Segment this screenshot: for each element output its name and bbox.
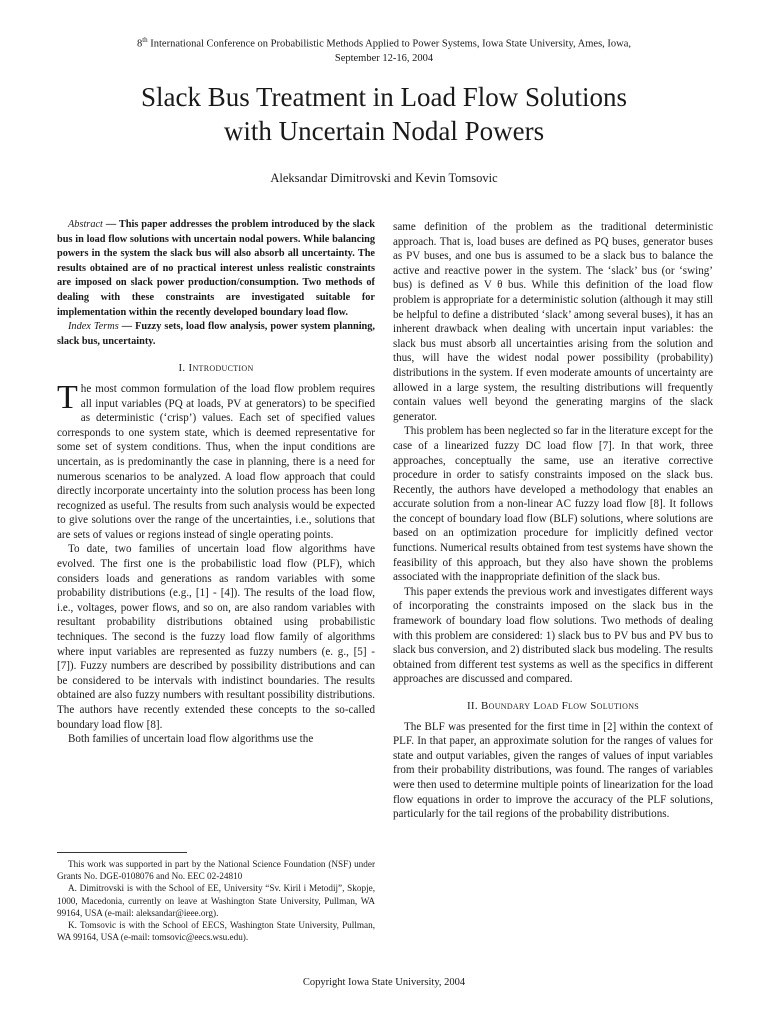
intro-paragraph-2: To date, two families of uncertain load flow algorithms have evolved. The first one is the probabilistic load flow (PLF), which considers loads and generations as random variables with some probability distributions (e.g., [1] - [4]). The results of the load flow, i.e., voltages, power flows, and so on, are also random variables with resultant probability distributions obtained using probabilistic techniques. The second is the fuzzy load flow family of algorithms where input variables are represented as fuzzy numbers (e. g., [5] - [7]). Fuzzy numbers are described by possibility distributions and can be considered to be intervals with indistinct boundaries. The results obtained are also fuzzy numbers with resultant possibility distributions. The authors have recently extended these concepts to the so-called boundary load flow [8]. (57, 543, 375, 731)
conference-name: International Conference on Probabilistic Methods Applied to Power Systems, Iowa State University, Ames, Iowa, (147, 38, 632, 50)
right-paragraph-2: This problem has been neglected so far in the literature except for the case of a linearized fuzzy DC load flow [7]. In that work, three approaches, conceptually the same, use an iterative corrective procedure in order to satisfy constraints imposed on the slack bus. Recently, the authors have developed a methodology that enables an accurate solution from a non-linear AC fuzzy load flow [8]. It follows the concept of boundary load flow (BLF) solutions, where solutions are based on an optimization procedure for implicitly defined vector functions. Numerical results obtained from test systems have shown the feasibility of this approach, but they also have shown the problems associated with the inappropriate definition of the slack bus. (393, 425, 713, 584)
paper-title (60, 80, 708, 148)
footnote-author-1: A. Dimitrovski is with the School of EE, University “Sv. Kiril i Metodij”, Skopje, 1000, Macedonia, currently on leave at Washington State University, Pullman, WA 99164, USA (e-mail: aleksandar@ieee.org). (57, 883, 375, 918)
section-heading-introduction: I. Introduction (178, 362, 254, 375)
conference-dates: September 12-16, 2004 (334, 52, 434, 64)
index-terms (57, 320, 375, 349)
left-column (57, 218, 375, 747)
footnote-author-2: K. Tomsovic is with the School of EECS, Washington State University, Pullman, WA 99164, USA (e-mail: tomsovic@eecs.wsu.edu). (57, 920, 375, 943)
section-heading-blf: II. Boundary Load Flow Solutions (466, 700, 640, 712)
title-line-1: Slack Bus Treatment in Load Flow Solutions (140, 82, 628, 112)
index-terms-lead: Index Terms (68, 321, 119, 333)
right-paragraph-1: same definition of the problem as the traditional deterministic approach. That is, load buses are defined as PQ buses, generator buses as PV buses, and one bus is assumed to be a slack bus to balance the active and reactive power in the system. The ‘slack’ bus (or ‘swing’ bus) is defined as V θ bus. While this definition of the load flow problem is appropriate for a deterministic solution (although it may still be helpful to define a distributed ‘slack’ among several buses), it has an inherent drawback when dealing with uncertain input variables: the slack bus must absorb all uncertainties arising from the solution and thus, will have the widest nodal power possibility (probability) distributions in the system. If even moderate amounts of uncertainty are allowed in a large system, the resulting distributions will frequently contain values well beyond the generating margins of the slack generator. (393, 221, 713, 423)
intro-paragraph-3: Both families of uncertain load flow algorithms use the (68, 733, 314, 746)
right-column (393, 220, 713, 822)
conference-header (100, 33, 668, 66)
footnote-rule (57, 852, 187, 853)
conference-number: 8 (136, 38, 143, 50)
intro-paragraph-1-text: he most common formulation of the load flow problem requires all input variables (PQ at loads, PV at generators) to be specified as deterministic (‘crisp’) values. Each set of specified values corresponds to one system state, which is deemed representative for some set of system conditions. Thus, when the input conditions are uncertain, as is predominantly the case in planning, there is a need for numerous scenarios to be analyzed. A load flow approach that could directly incorporate uncertainty into the solution process has been long recognized as useful. The results from such analysis would be expected to give solutions over the range of the uncertainties, i.e., solutions that are sets of values or regions instead of single operating points. (57, 382, 375, 541)
drop-cap: T (57, 378, 78, 416)
footnote-funding: This work was supported in part by the National Science Foundation (NSF) under Grants No. DGE-0108076 and No. EEC 02-24810 (57, 859, 375, 882)
intro-paragraph-1 (57, 378, 375, 543)
title-line-2: with Uncertain Nodal Powers (223, 116, 545, 146)
conference-ordinal: th (142, 36, 148, 44)
right-paragraph-4: The BLF was presented for the first time in [2] within the context of PLF. In that paper, an approximate solution for the ranges of values for state and output variables, given the ranges of values of input variables from their probability distributions, was found. The ranges of variables were then used to determine multiple points of linearization for the load flow equations in order to improve the accuracy of the PLF solutions, particularly for the tail regions of the probability distributions. (393, 720, 713, 821)
author-list: Aleksandar Dimitrovski and Kevin Tomsovic (270, 171, 498, 185)
abstract-text: — This paper addresses the problem introduced by the slack bus in load flow solutions with uncertain nodal powers. While balancing powers in the system the slack bus will also absorb all uncertainty. The results obtained are of no practical interest unless realistic constraints are imposed on slack power production/consumption. Two methods of dealing with these constraints are investigated suitable for implementation within the recently developed boundary load flow. (57, 219, 375, 318)
abstract-lead: Abstract (68, 219, 103, 230)
right-paragraph-3: This paper extends the previous work and investigates different ways of incorporating the constraints imposed on the slack bus in the framework of boundary load flow solutions. Two methods of dealing with this problem are considered: 1) slack bus to PV bus and PV bus to slack bus conversion, and 2) distributed slack bus modeling. The results obtained from different test systems as well as the specifics in different approaches are discussed and compared. (393, 585, 713, 686)
copyright-footer: Copyright Iowa State University, 2004 (302, 977, 466, 988)
index-terms-text: — Fuzzy sets, load flow analysis, power system planning, slack bus, uncertainty. (57, 321, 375, 347)
abstract (57, 218, 375, 320)
footnotes (57, 858, 375, 943)
